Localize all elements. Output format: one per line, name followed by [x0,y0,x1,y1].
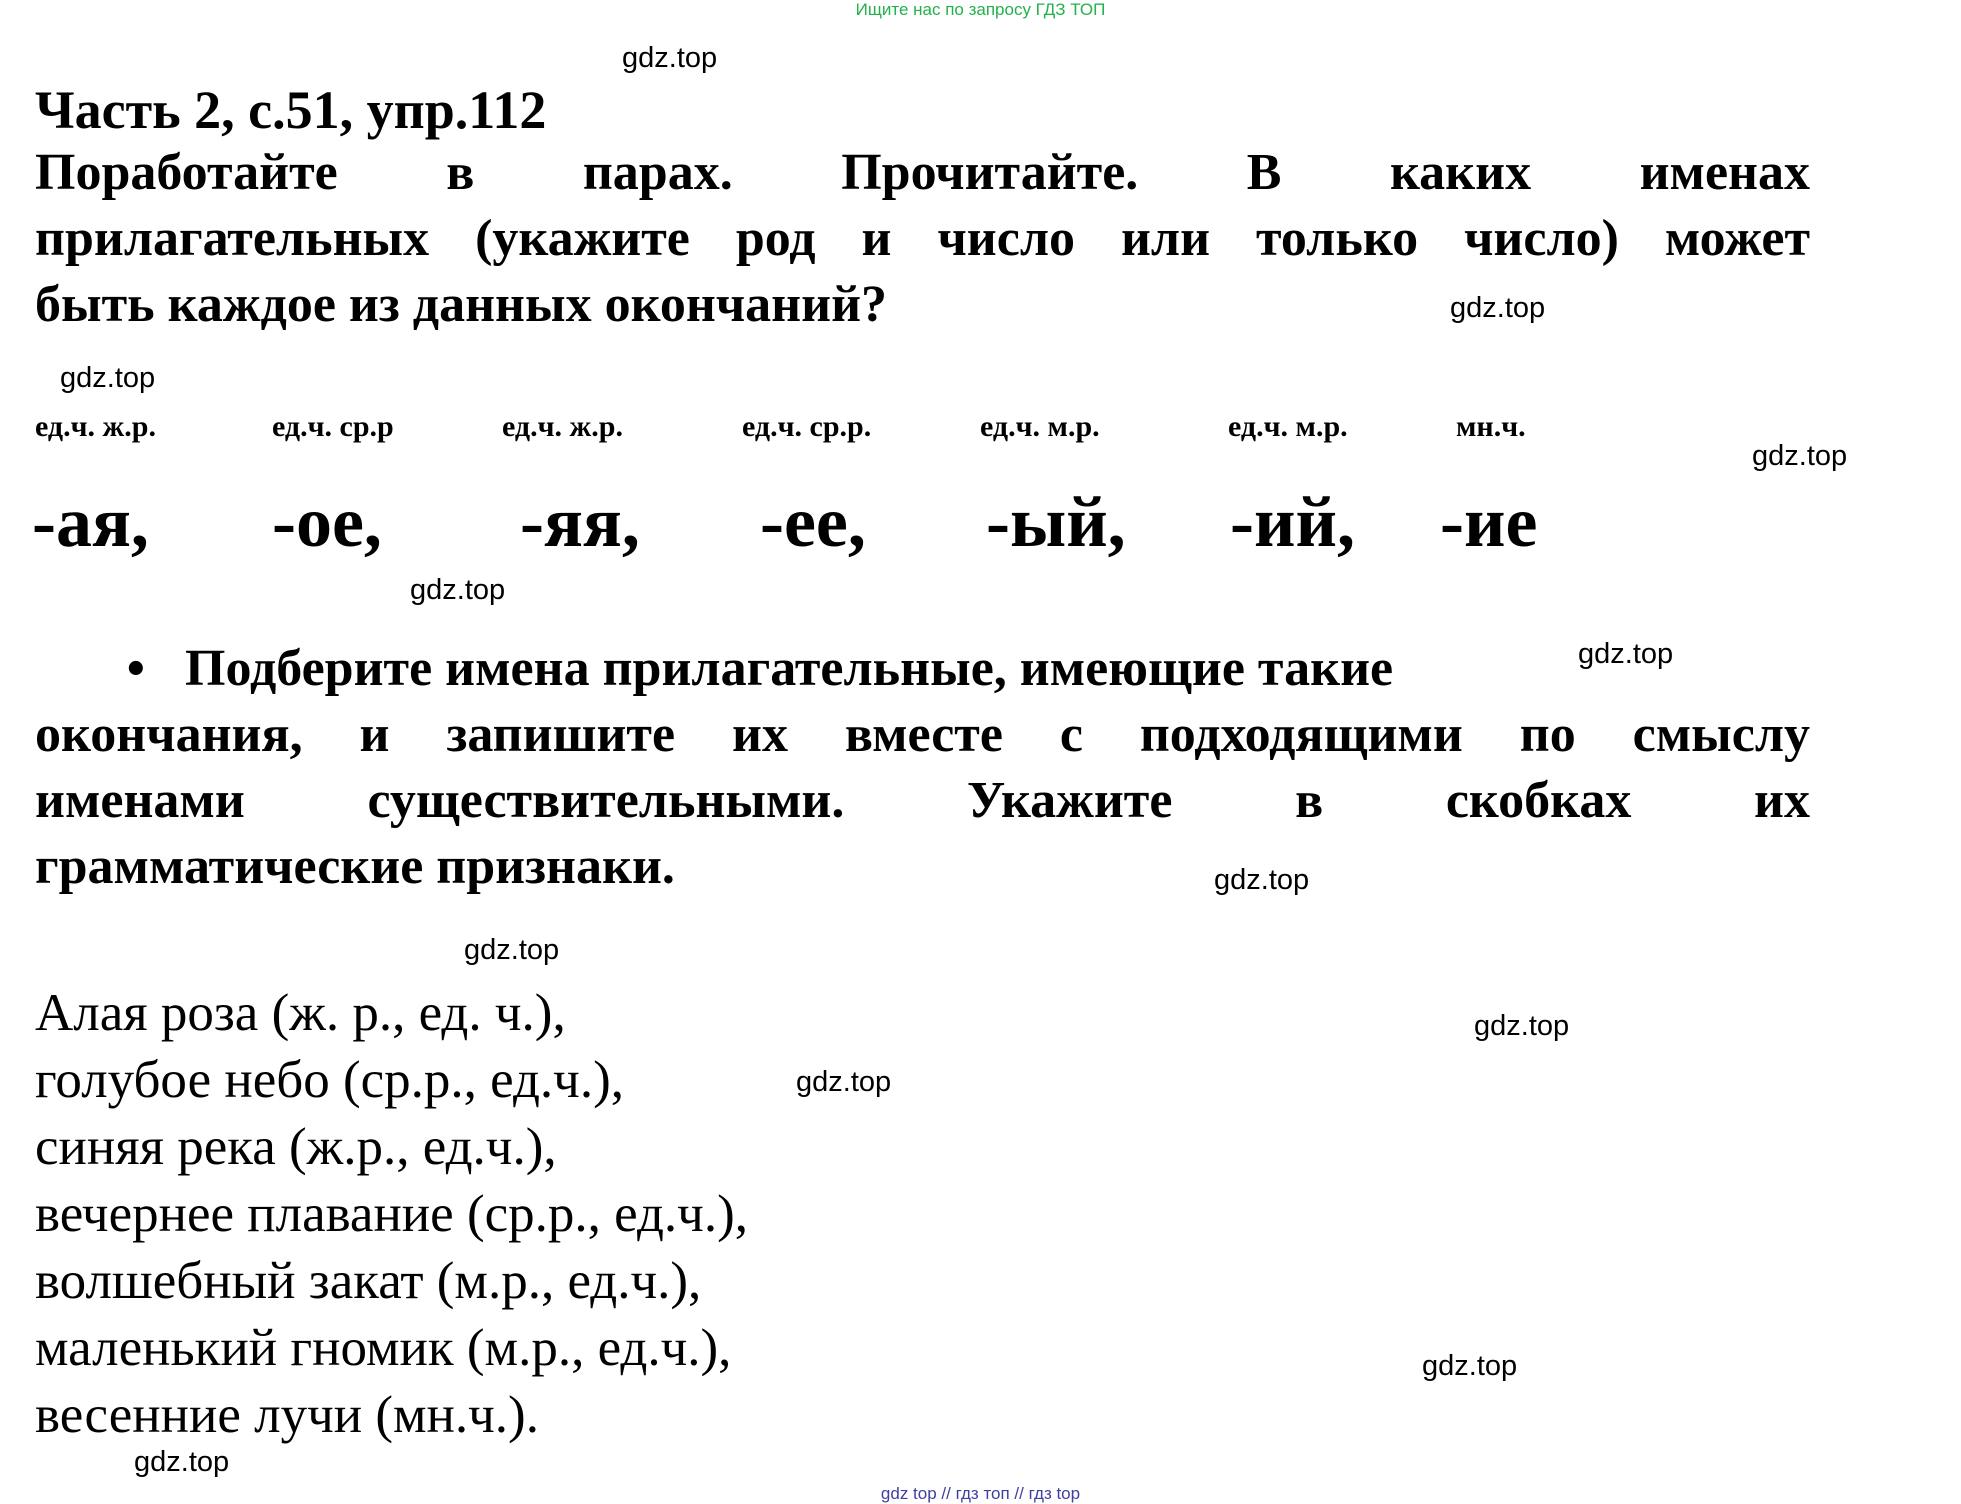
ending: -ая, [32,482,149,562]
task-line: быть каждое из данных окончаний? [35,276,888,333]
ending: -ее, [760,482,866,562]
task2-line: окончания, и запишите их вместе с подходящими по смыслу [35,706,1810,763]
bullet-marker: • [126,640,145,697]
answer-line: вечернее плавание (ср.р., ед.ч.), [35,1185,748,1243]
answer-line: голубое небо (ср.р., ед.ч.), [35,1051,624,1109]
task-line: прилагательных (укажите род и число или только число) может [35,210,1810,267]
task2-line: именами существительными. Укажите в скобках их [35,772,1810,829]
footer-links: gdz top // гдз топ // гдз top [880,1484,1081,1503]
ending-label: ед.ч. ж.р. [502,410,623,443]
ending: -ий, [1230,482,1355,562]
ending-label: ед.ч. ср.р [272,410,394,443]
watermark: gdz.top [410,574,506,606]
watermark: gdz.top [1578,638,1674,670]
watermark: gdz.top [1450,292,1546,324]
ending-label: ед.ч. ср.р. [742,410,872,443]
page-title: Часть 2, с.51, упр.112 [35,80,547,140]
watermark: gdz.top [464,934,560,966]
ending-label: мн.ч. [1456,410,1526,443]
watermark: gdz.top [1422,1350,1518,1382]
answer-line: волшебный закат (м.р., ед.ч.), [35,1252,702,1310]
answer-line: весенние лучи (мн.ч.). [35,1386,539,1444]
watermark: gdz.top [60,362,156,394]
ending: -ие [1440,482,1538,562]
task2-text [35,702,1810,900]
watermark: gdz.top [1214,864,1310,896]
watermark: gdz.top [622,42,718,74]
watermark: gdz.top [1752,440,1848,472]
watermark: gdz.top [134,1446,230,1478]
task-line: Поработайте в парах. Прочитайте. В каких именах [35,144,1810,201]
answer-line: синяя река (ж.р., ед.ч.), [35,1118,557,1176]
watermark: gdz.top [1474,1010,1570,1042]
answer-line: маленький гномик (м.р., ед.ч.), [35,1319,732,1377]
answer-line: Алая роза (ж. р., ед. ч.), [35,984,566,1042]
bullet-item [35,636,1595,702]
ending-label: ед.ч. ж.р. [35,410,156,443]
task-text [35,140,1810,338]
top-banner: Ищите нас по запросу ГДЗ ТОП [855,0,1106,19]
task2-line: грамматические признаки. [35,838,675,895]
ending-label: ед.ч. м.р. [980,410,1100,443]
ending-label: ед.ч. м.р. [1228,410,1348,443]
ending: -яя, [520,482,640,562]
bullet-text: Подберите имена прилагательные, имеющие такие [185,640,1394,697]
watermark: gdz.top [796,1066,892,1098]
ending: -ое, [272,482,382,562]
ending: -ый, [986,482,1126,562]
